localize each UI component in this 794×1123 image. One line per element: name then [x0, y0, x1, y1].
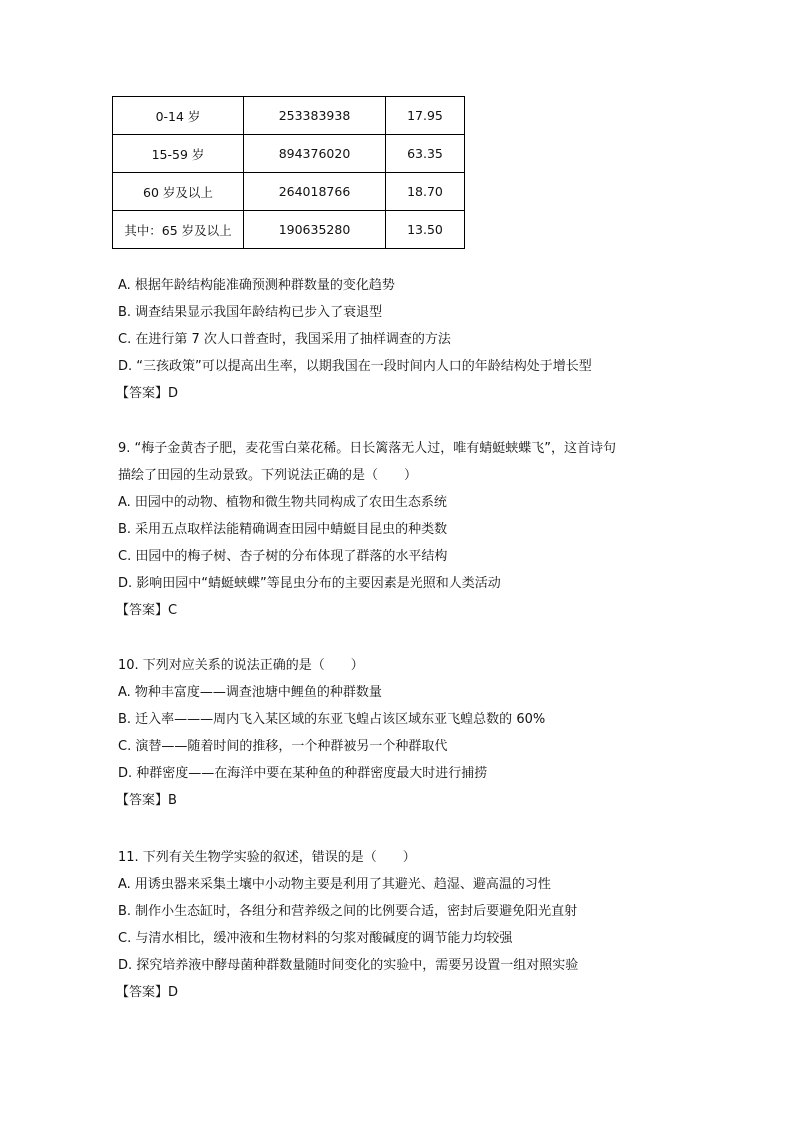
q10-option-a: A. 物种丰富度——调查池塘中鲤鱼的种群数量 [118, 685, 382, 700]
q11-option-b: B. 制作小生态缸时，各组分和营养级之间的比例要合适，密封后要避免阳光直射 [118, 904, 578, 919]
q9-option-d: D. 影响田园中“蜻蜓蛱蝶”等昆虫分布的主要因素是光照和人类活动 [118, 576, 501, 591]
table-row [113, 211, 465, 249]
q9-option-a: A. 田园中的动物、植物和微生物共同构成了农田生态系统 [118, 495, 447, 510]
q11-option-c: C. 与清水相比，缓冲液和生物材料的匀浆对酸碱度的调节能力均较强 [118, 931, 513, 946]
q10-option-b: B. 迁入率———周内飞入某区域的东亚飞蝗占该区域东亚飞蝗总数的 60% [118, 712, 546, 727]
q10-answer: 【答案】B [116, 793, 177, 808]
q9-answer: 【答案】C [116, 603, 178, 618]
q9-option-b: B. 采用五点取样法能精确调查田园中蜻蜓目昆虫的种类数 [118, 522, 448, 537]
percent-cell: 17.95 [386, 97, 465, 135]
q11-option-d: D. 探究培养液中酵母菌种群数量随时间变化的实验中，需要另设置一组对照实验 [118, 958, 579, 973]
population-table [112, 96, 465, 249]
q8-option-c: C. 在进行第 7 次人口普查时，我国采用了抽样调查的方法 [118, 332, 451, 347]
q8-option-a: A. 根据年龄结构能准确预测种群数量的变化趋势 [118, 278, 395, 293]
percent-cell: 18.70 [386, 173, 465, 211]
age-cell: 15-59 岁 [113, 135, 244, 173]
q11-answer: 【答案】D [116, 985, 179, 1000]
q10-stem: 10. 下列对应关系的说法正确的是（ ） [118, 658, 364, 673]
table-row [113, 97, 465, 135]
age-cell: 60 岁及以上 [113, 173, 244, 211]
q9-stem-line2: 描绘了田园的生动景致。下列说法正确的是（ ） [118, 468, 418, 483]
q11-option-a: A. 用诱虫器来采集土壤中小动物主要是利用了其避光、趋湿、避高温的习性 [118, 877, 551, 892]
q10-option-d: D. 种群密度——在海洋中要在某种鱼的种群密度最大时进行捕捞 [118, 766, 488, 781]
q9-option-c: C. 田园中的梅子树、杏子树的分布体现了群落的水平结构 [118, 549, 448, 564]
q10-option-c: C. 演替——随着时间的推移，一个种群被另一个种群取代 [118, 739, 448, 754]
table-row [113, 173, 465, 211]
table-row [113, 135, 465, 173]
percent-cell: 13.50 [386, 211, 465, 249]
q8-answer: 【答案】D [116, 386, 179, 401]
q8-option-b: B. 调查结果显示我国年龄结构已步入了衰退型 [118, 305, 383, 320]
count-cell: 253383938 [244, 97, 386, 135]
q9-stem-line1: 9. “梅子金黄杏子肥，麦花雪白菜花稀。日长篱落无人过，唯有蜻蜓蛱蝶飞”，这首诗句 [118, 441, 617, 456]
q11-stem: 11. 下列有关生物学实验的叙述，错误的是（ ） [118, 850, 416, 865]
age-cell: 0-14 岁 [113, 97, 244, 135]
count-cell: 894376020 [244, 135, 386, 173]
count-cell: 190635280 [244, 211, 386, 249]
age-cell: 其中：65 岁及以上 [113, 211, 244, 249]
count-cell: 264018766 [244, 173, 386, 211]
q8-option-d: D. “三孩政策”可以提高出生率，以期我国在一段时间内人口的年龄结构处于增长型 [118, 359, 592, 374]
percent-cell: 63.35 [386, 135, 465, 173]
